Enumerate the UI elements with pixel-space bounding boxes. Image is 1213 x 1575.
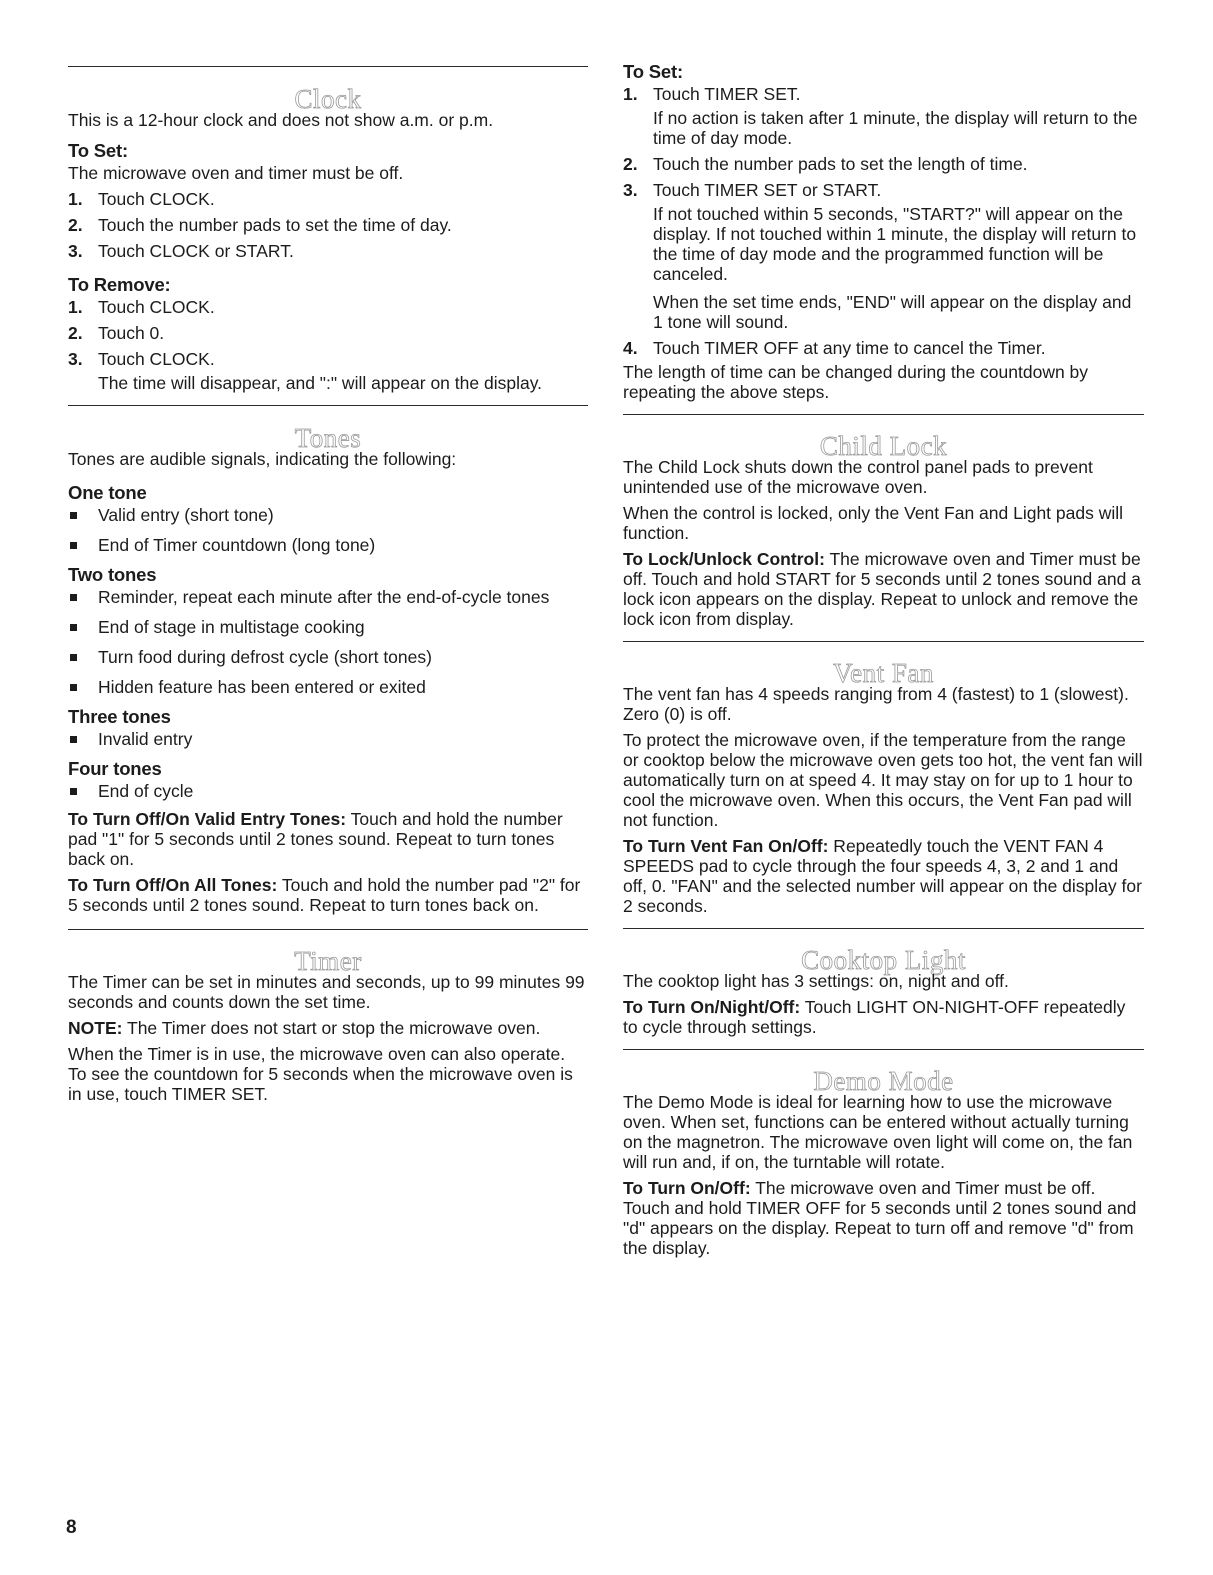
section-divider [623,928,1144,929]
step-subtext: If no action is taken after 1 minute, the display will return to the time of day mode. [653,108,1138,148]
item-text: End of stage in multistage cooking [98,617,365,637]
note-text: The Timer does not start or stop the microwave oven. [122,1018,541,1038]
step-text: Touch CLOCK or START. [98,241,294,261]
instruction-label: To Turn On/Off: [623,1178,751,1198]
instruction-label: To Lock/Unlock Control: [623,549,825,569]
instruction-text: Touch LIGHT ON-NIGHT-OFF repeatedly to cycle through settings. [623,997,1126,1037]
section-divider [68,929,588,930]
cooktop-light-title: Cooktop Light [801,945,966,975]
clock-remove-heading: To Remove: [68,274,171,295]
list-item [68,297,588,317]
all-tones-paragraph [68,875,588,915]
item-text: Invalid entry [98,729,193,749]
item-text: End of Timer countdown (long tone) [98,535,376,555]
list-item [68,535,588,555]
list-item [623,180,1144,332]
list-item [68,189,588,209]
tones-intro: Tones are audible signals, indicating the following: [68,449,457,469]
vent-fan-p1: The vent fan has 4 speeds ranging from 4 (fastest) to 1 (slowest). Zero (0) is off. [623,684,1129,724]
step-number: 3. [623,180,638,200]
section-divider [623,414,1144,415]
instruction-text: The microwave oven and Timer must be off. Touch and hold TIMER OFF for 5 seconds until 2 tones sound and "d" appears on the display. Repeat to turn off and remove "d" from the display. [623,1178,1137,1258]
section-divider [68,66,588,67]
step-number: 3. [68,241,83,261]
right-column [623,0,1144,1264]
two-tones-heading: Two tones [68,564,157,585]
clock-set-steps [68,189,588,261]
clock-set-heading: To Set: [68,140,128,161]
section-divider [623,1049,1144,1050]
one-tone-list [68,505,588,555]
step-text: Touch TIMER SET. [653,84,801,104]
timer-outro: The length of time can be changed during the countdown by repeating the above steps. [623,362,1089,402]
item-text: Turn food during defrost cycle (short tones) [98,647,432,667]
child-lock-instruction [623,549,1144,629]
step-text: Touch TIMER SET or START. [653,180,882,200]
bullet-icon [70,684,77,691]
child-lock-p2: When the control is locked, only the Vent Fan and Light pads will function. [623,503,1124,543]
demo-mode-instruction [623,1178,1144,1258]
step-number: 2. [623,154,638,174]
instruction-label: To Turn On/Night/Off: [623,997,801,1017]
vent-fan-instruction [623,836,1144,916]
section-divider [68,405,588,406]
note-label: NOTE: [68,1018,123,1038]
three-tones-heading: Three tones [68,706,171,727]
step-text: Touch CLOCK. [98,189,215,209]
bullet-icon [70,624,77,631]
list-item [68,241,588,261]
step-number: 1. [68,189,83,209]
step-subtext: The time will disappear, and ":" will appear on the display. [98,373,543,393]
list-item [68,617,588,637]
vent-fan-title: Vent Fan [833,658,934,688]
timer-in-use: When the Timer is in use, the microwave oven can also operate. To see the countdown for 5 seconds when the microwave oven is in use, touch TIMER SET. [68,1044,573,1104]
list-item [68,729,588,749]
bullet-icon [70,788,77,795]
list-item [68,215,588,235]
cooktop-light-instruction [623,997,1144,1037]
item-text: Hidden feature has been entered or exited [98,677,426,697]
step-text: Touch CLOCK. [98,297,215,317]
bullet-icon [70,736,77,743]
instruction-text: Touch and hold the number pad "1" for 5 seconds until 2 tones sound. Repeat to turn tones back on. [68,809,563,869]
step-text: Touch CLOCK. [98,349,215,369]
instruction-label: To Turn Off/On Valid Entry Tones: [68,809,347,829]
four-tones-heading: Four tones [68,758,162,779]
list-item [623,154,1144,174]
list-item [68,505,588,525]
instruction-text: The microwave oven and Timer must be off. Touch and hold START for 5 seconds until 2 tones sound and a lock icon appears on the display. Repeat to unlock and remove the lock icon from display. [623,549,1141,629]
child-lock-p1: The Child Lock shuts down the control panel pads to prevent unintended use of the microwave oven. [623,457,1093,497]
one-tone-heading: One tone [68,482,147,503]
item-text: Valid entry (short tone) [98,505,274,525]
step-subtext: When the set time ends, "END" will appear on the display and 1 tone will sound. [653,292,1132,332]
two-tones-list [68,587,588,697]
cooktop-light-p1: The cooktop light has 3 settings: on, night and off. [623,971,1009,991]
valid-entry-tones-paragraph [68,809,588,869]
step-number: 1. [68,297,83,317]
step-number: 2. [68,323,83,343]
clock-intro: This is a 12-hour clock and does not show a.m. or p.m. [68,110,494,130]
list-item [68,647,588,667]
instruction-label: To Turn Off/On All Tones: [68,875,278,895]
step-subtext: If not touched within 5 seconds, "START?" will appear on the display. If not touched within 1 minute, the display will return to the time of day mode and the programmed function will be canceled. [653,204,1137,284]
demo-mode-p1: The Demo Mode is ideal for learning how to use the microwave oven. When set, functions can be entered without actually turning on the magnetron. The microwave oven light will come on, the fan will run and, if on, the turntable will rotate. [623,1092,1133,1172]
page-number: 8 [66,1517,77,1538]
demo-mode-title: Demo Mode [813,1066,954,1096]
step-number: 4. [623,338,638,358]
instruction-label: To Turn Vent Fan On/Off: [623,836,829,856]
list-item [68,349,588,393]
step-number: 1. [623,84,638,104]
list-item [68,781,588,801]
list-item [68,323,588,343]
instruction-text: Touch and hold the number pad "2" for 5 seconds until 2 tones sound. Repeat to turn tones back on. [68,875,581,915]
list-item [68,677,588,697]
bullet-icon [70,512,77,519]
timer-note [68,1018,588,1038]
tones-title: Tones [294,423,362,453]
clock-remove-steps [68,297,588,393]
clock-title: Clock [294,84,362,114]
list-item [623,338,1144,358]
bullet-icon [70,594,77,601]
step-number: 2. [68,215,83,235]
section-divider [623,641,1144,642]
timer-intro: The Timer can be set in minutes and seconds, up to 99 minutes 99 seconds and counts down the set time. [68,972,585,1012]
item-text: End of cycle [98,781,194,801]
instruction-text: Repeatedly touch the VENT FAN 4 SPEEDS pad to cycle through the four speeds 4, 3, 2 and 1 and off, 0. "FAN" and the selected number will appear on the display for 2 seconds. [623,836,1142,916]
timer-set-steps [623,84,1144,358]
bullet-icon [70,654,77,661]
item-text: Reminder, repeat each minute after the end-of-cycle tones [98,587,550,607]
step-text: Touch 0. [98,323,165,343]
child-lock-title: Child Lock [819,431,948,461]
step-number: 3. [68,349,83,369]
clock-set-note: The microwave oven and timer must be off. [68,163,404,183]
left-column [68,0,588,1110]
step-text: Touch the number pads to set the length of time. [653,154,1028,174]
vent-fan-p2: To protect the microwave oven, if the temperature from the range or cooktop below the microwave oven gets too hot, the vent fan will automatically turn on at speed 4. It may stay on for up to 1 hour to cool the microwave oven. When this occurs, the Vent Fan pad will not function. [623,730,1143,830]
list-item [68,587,588,607]
timer-title: Timer [294,946,362,976]
step-text: Touch TIMER OFF at any time to cancel the Timer. [653,338,1046,358]
timer-set-heading: To Set: [623,61,683,82]
four-tones-list [68,781,588,801]
step-text: Touch the number pads to set the time of day. [98,215,452,235]
bullet-icon [70,542,77,549]
three-tones-list [68,729,588,749]
list-item [623,84,1144,148]
